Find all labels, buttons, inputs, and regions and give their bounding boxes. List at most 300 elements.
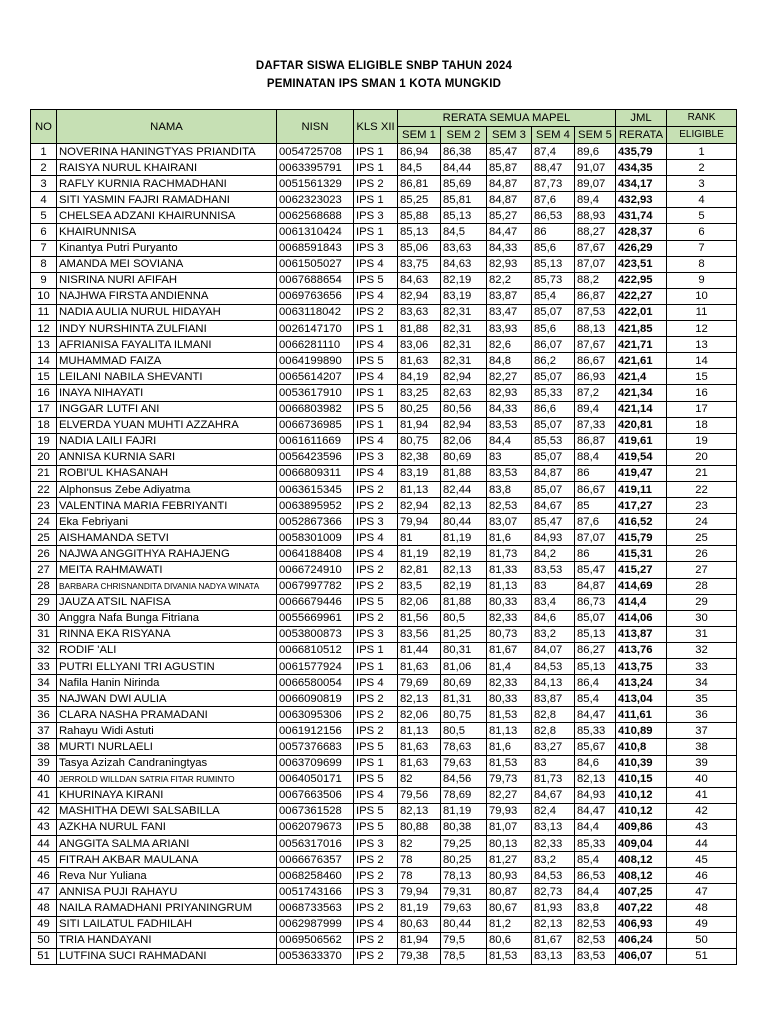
row-no: 31 [31,626,57,642]
table-row [31,514,737,530]
sem5-avg: 88,13 [575,321,616,337]
rank-eligible: 3 [667,176,737,192]
row-no: 3 [31,176,57,192]
sem1-avg: 83,25 [398,385,441,401]
sem1-avg: 82,94 [398,288,441,304]
sem3-avg: 84,33 [487,401,532,417]
rank-eligible: 10 [667,288,737,304]
rank-eligible: 9 [667,272,737,288]
sem3-avg: 81,4 [487,659,532,675]
rank-eligible: 24 [667,514,737,530]
document-title: DAFTAR SISWA ELIGIBLE SNBP TAHUN 2024 [255,60,513,72]
sem1-avg: 79,69 [398,675,441,691]
sem1-avg: 78 [398,868,441,884]
sem2-avg: 82,06 [441,433,487,449]
sem2-avg: 83,63 [441,240,487,256]
total-avg: 406,24 [616,932,667,948]
sem2-avg: 81,88 [441,594,487,610]
sem1-avg: 81,63 [398,755,441,771]
class: IPS 2 [354,900,398,916]
nisn: 0068591843 [277,240,354,256]
student-name: JAUZA ATSIL NAFISA [57,594,277,610]
total-avg: 415,27 [616,562,667,578]
sem2-avg: 84,5 [441,224,487,240]
rank-eligible: 49 [667,916,737,932]
sem5-avg: 86,67 [575,353,616,369]
rank-eligible: 21 [667,465,737,481]
class: IPS 3 [354,884,398,900]
sem2-avg: 78,63 [441,739,487,755]
sem4-avg: 85,07 [532,481,575,497]
nisn: 0067663506 [277,787,354,803]
student-name: NOVERINA HANINGTYAS PRIANDITA [57,144,277,160]
sem2-avg: 80,38 [441,819,487,835]
sem2-avg: 80,44 [441,514,487,530]
sem2-avg: 80,25 [441,852,487,868]
student-name: AZKHA NURUL FANI [57,819,277,835]
total-avg: 409,86 [616,819,667,835]
table-row [31,433,737,449]
sem1-avg: 83,06 [398,337,441,353]
total-avg: 419,47 [616,465,667,481]
sem3-avg: 81,13 [487,578,532,594]
sem4-avg: 83,2 [532,626,575,642]
class: IPS 3 [354,208,398,224]
sem1-avg: 78 [398,852,441,868]
sem2-avg: 82,31 [441,353,487,369]
sem4-avg: 86,07 [532,337,575,353]
total-avg: 420,81 [616,417,667,433]
sem5-avg: 83,8 [575,900,616,916]
row-no: 11 [31,304,57,320]
nisn: 0062568688 [277,208,354,224]
row-no: 26 [31,546,57,562]
table-row [31,836,737,852]
rank-eligible: 46 [667,868,737,884]
rank-eligible: 34 [667,675,737,691]
sem1-avg: 85,06 [398,240,441,256]
sem4-avg: 85,07 [532,417,575,433]
sem2-avg: 82,44 [441,481,487,497]
sem3-avg: 81,53 [487,707,532,723]
class: IPS 3 [354,449,398,465]
sem2-avg: 81,19 [441,530,487,546]
sem2-avg: 80,31 [441,642,487,658]
sem5-avg: 86,67 [575,481,616,497]
nisn: 0063118042 [277,304,354,320]
sem1-avg: 79,56 [398,787,441,803]
sem5-avg: 85 [575,498,616,514]
sem2-avg: 81,06 [441,659,487,675]
header-sem5: SEM 5 [575,127,616,144]
nisn: 0061611669 [277,433,354,449]
class: IPS 3 [354,836,398,852]
table-row [31,916,737,932]
rank-eligible: 5 [667,208,737,224]
sem1-avg: 80,88 [398,819,441,835]
student-name: KHURINAYA KIRANI [57,787,277,803]
header-jml-rerata: RERATA [616,127,667,144]
sem1-avg: 79,38 [398,948,441,964]
student-name: ROBI'UL KHASANAH [57,465,277,481]
row-no: 4 [31,192,57,208]
nisn: 0051743166 [277,884,354,900]
student-name: ELVERDA YUAN MUHTI AZZAHRA [57,417,277,433]
rank-eligible: 2 [667,160,737,176]
sem5-avg: 88,2 [575,272,616,288]
total-avg: 410,39 [616,755,667,771]
class: IPS 5 [354,771,398,787]
sem3-avg: 85,47 [487,144,532,160]
student-name: ANNISA PUJI RAHAYU [57,884,277,900]
sem1-avg: 83,5 [398,578,441,594]
sem1-avg: 83,19 [398,465,441,481]
sem4-avg: 81,93 [532,900,575,916]
rank-eligible: 25 [667,530,737,546]
sem4-avg: 87,6 [532,192,575,208]
sem1-avg: 81,88 [398,321,441,337]
total-avg: 419,61 [616,433,667,449]
sem1-avg: 84,19 [398,369,441,385]
total-avg: 406,07 [616,948,667,964]
sem1-avg: 81,44 [398,642,441,658]
table-row [31,160,737,176]
sem4-avg: 85,47 [532,514,575,530]
sem5-avg: 88,4 [575,449,616,465]
sem2-avg: 83,19 [441,288,487,304]
table-row [31,337,737,353]
sem4-avg: 85,6 [532,321,575,337]
sem5-avg: 86,73 [575,594,616,610]
sem2-avg: 82,19 [441,546,487,562]
sem1-avg: 82,38 [398,449,441,465]
rank-eligible: 43 [667,819,737,835]
sem3-avg: 84,8 [487,353,532,369]
student-name: ANGGITA SALMA ARIANI [57,836,277,852]
sem2-avg: 79,25 [441,836,487,852]
sem4-avg: 84,6 [532,610,575,626]
rank-eligible: 32 [667,642,737,658]
nisn: 0064199890 [277,353,354,369]
rank-eligible: 12 [667,321,737,337]
row-no: 29 [31,594,57,610]
rank-eligible: 35 [667,691,737,707]
sem4-avg: 85,33 [532,385,575,401]
sem5-avg: 87,07 [575,530,616,546]
table-row [31,562,737,578]
student-name: BARBARA CHRISNANDITA DIVANIA NADYA WINATA [57,578,277,594]
nisn: 0053800873 [277,626,354,642]
sem5-avg: 87,2 [575,385,616,401]
sem2-avg: 82,31 [441,337,487,353]
sem5-avg: 84,47 [575,707,616,723]
sem3-avg: 79,93 [487,803,532,819]
sem4-avg: 84,93 [532,530,575,546]
table-row [31,546,737,562]
nisn: 0066724910 [277,562,354,578]
rank-eligible: 17 [667,401,737,417]
row-no: 40 [31,771,57,787]
row-no: 36 [31,707,57,723]
sem5-avg: 85,13 [575,626,616,642]
total-avg: 421,34 [616,385,667,401]
rank-eligible: 48 [667,900,737,916]
class: IPS 1 [354,755,398,771]
student-name: RAISYA NURUL KHAIRANI [57,160,277,176]
sem1-avg: 85,25 [398,192,441,208]
header-rerata-semua-mapel: RERATA SEMUA MAPEL [398,110,616,127]
student-name: PUTRI ELLYANI TRI AGUSTIN [57,659,277,675]
sem2-avg: 79,31 [441,884,487,900]
eligible-students-table [30,109,737,965]
sem5-avg: 85,67 [575,739,616,755]
total-avg: 410,12 [616,803,667,819]
class: IPS 5 [354,353,398,369]
sem2-avg: 80,44 [441,916,487,932]
class: IPS 1 [354,224,398,240]
row-no: 22 [31,481,57,497]
sem1-avg: 81,56 [398,610,441,626]
sem2-avg: 78,5 [441,948,487,964]
student-name: MEITA RAHMAWATI [57,562,277,578]
nisn: 0053617910 [277,385,354,401]
table-row [31,530,737,546]
table-row [31,224,737,240]
class: IPS 2 [354,610,398,626]
table-row [31,642,737,658]
sem1-avg: 85,13 [398,224,441,240]
header-no: NO [31,110,57,144]
rank-eligible: 30 [667,610,737,626]
table-row [31,932,737,948]
student-name: NAJWA ANGGITHYA RAHAJENG [57,546,277,562]
sem3-avg: 84,47 [487,224,532,240]
rank-eligible: 27 [667,562,737,578]
row-no: 32 [31,642,57,658]
total-avg: 416,52 [616,514,667,530]
student-name: MASHITHA DEWI SALSABILLA [57,803,277,819]
table-row [31,288,737,304]
total-avg: 434,17 [616,176,667,192]
table-row [31,304,737,320]
row-no: 30 [31,610,57,626]
total-avg: 410,15 [616,771,667,787]
header-rank-eligible: ELIGIBLE [667,127,737,144]
sem4-avg: 86,6 [532,401,575,417]
total-avg: 421,85 [616,321,667,337]
document-subtitle: PEMINATAN IPS SMAN 1 KOTA MUNGKID [266,78,502,90]
nisn: 0068258460 [277,868,354,884]
nisn: 0052867366 [277,514,354,530]
class: IPS 1 [354,417,398,433]
sem2-avg: 80,69 [441,675,487,691]
sem4-avg: 82,8 [532,723,575,739]
nisn: 0062323023 [277,192,354,208]
total-avg: 410,89 [616,723,667,739]
student-name: INGGAR LUTFI ANI [57,401,277,417]
sem4-avg: 83 [532,755,575,771]
class: IPS 4 [354,546,398,562]
table-row [31,465,737,481]
sem4-avg: 83,27 [532,739,575,755]
rank-eligible: 47 [667,884,737,900]
sem4-avg: 84,2 [532,546,575,562]
table-row [31,723,737,739]
header-nisn: NISN [277,110,354,144]
sem3-avg: 81,07 [487,819,532,835]
nisn: 0069506562 [277,932,354,948]
sem5-avg: 89,07 [575,176,616,192]
table-row [31,321,737,337]
sem2-avg: 78,13 [441,868,487,884]
sem4-avg: 81,73 [532,771,575,787]
sem3-avg: 82,27 [487,369,532,385]
row-no: 9 [31,272,57,288]
table-row [31,272,737,288]
class: IPS 2 [354,176,398,192]
row-no: 13 [31,337,57,353]
sem3-avg: 80,73 [487,626,532,642]
sem1-avg: 82 [398,836,441,852]
sem1-avg: 81,19 [398,546,441,562]
sem3-avg: 81,13 [487,723,532,739]
sem2-avg: 86,38 [441,144,487,160]
row-no: 8 [31,256,57,272]
rank-eligible: 4 [667,192,737,208]
sem1-avg: 83,75 [398,256,441,272]
nisn: 0065614207 [277,369,354,385]
total-avg: 421,4 [616,369,667,385]
row-no: 7 [31,240,57,256]
sem5-avg: 91,07 [575,160,616,176]
class: IPS 1 [354,385,398,401]
sem4-avg: 84,13 [532,675,575,691]
sem2-avg: 84,44 [441,160,487,176]
table-row [31,417,737,433]
table-row [31,948,737,964]
sem4-avg: 83,87 [532,691,575,707]
nisn: 0063895952 [277,498,354,514]
sem4-avg: 83,13 [532,948,575,964]
total-avg: 410,8 [616,739,667,755]
rank-eligible: 38 [667,739,737,755]
sem1-avg: 81,63 [398,659,441,675]
sem1-avg: 81 [398,530,441,546]
sem3-avg: 82,2 [487,272,532,288]
student-name: NAJWAN DWI AULIA [57,691,277,707]
total-avg: 413,87 [616,626,667,642]
row-no: 19 [31,433,57,449]
sem4-avg: 88,47 [532,160,575,176]
header-kelas: KLS XII [354,110,398,144]
rank-eligible: 8 [667,256,737,272]
rank-eligible: 18 [667,417,737,433]
row-no: 2 [31,160,57,176]
sem4-avg: 86,2 [532,353,575,369]
sem4-avg: 83,2 [532,852,575,868]
sem2-avg: 80,69 [441,449,487,465]
sem3-avg: 81,27 [487,852,532,868]
total-avg: 435,79 [616,144,667,160]
sem3-avg: 81,2 [487,916,532,932]
sem3-avg: 82,33 [487,610,532,626]
sem1-avg: 86,94 [398,144,441,160]
table-row [31,176,737,192]
sem3-avg: 83,87 [487,288,532,304]
row-no: 15 [31,369,57,385]
rank-eligible: 16 [667,385,737,401]
total-avg: 407,22 [616,900,667,916]
sem4-avg: 85,53 [532,433,575,449]
row-no: 24 [31,514,57,530]
rank-eligible: 40 [667,771,737,787]
student-name: AISHAMANDA SETVI [57,530,277,546]
student-name: INAYA NIHAYATI [57,385,277,401]
sem5-avg: 82,53 [575,932,616,948]
rank-eligible: 36 [667,707,737,723]
row-no: 1 [31,144,57,160]
nisn: 0026147170 [277,321,354,337]
sem4-avg: 82,73 [532,884,575,900]
sem5-avg: 87,33 [575,417,616,433]
row-no: 18 [31,417,57,433]
header-jml: JML [616,110,667,127]
table-row [31,868,737,884]
sem3-avg: 81,6 [487,739,532,755]
sem2-avg: 80,5 [441,723,487,739]
sem2-avg: 81,31 [441,691,487,707]
sem5-avg: 85,13 [575,659,616,675]
sem2-avg: 82,19 [441,272,487,288]
class: IPS 5 [354,739,398,755]
nisn: 0063395791 [277,160,354,176]
total-avg: 422,27 [616,288,667,304]
row-no: 43 [31,819,57,835]
sem1-avg: 83,56 [398,626,441,642]
sem1-avg: 80,63 [398,916,441,932]
sem1-avg: 81,13 [398,481,441,497]
student-name: RODIF 'ALI [57,642,277,658]
row-no: 51 [31,948,57,964]
row-no: 35 [31,691,57,707]
class: IPS 4 [354,288,398,304]
sem5-avg: 89,4 [575,192,616,208]
total-avg: 413,75 [616,659,667,675]
sem1-avg: 81,13 [398,723,441,739]
sem2-avg: 82,94 [441,417,487,433]
sem5-avg: 82,13 [575,771,616,787]
sem4-avg: 84,07 [532,642,575,658]
sem2-avg: 82,31 [441,304,487,320]
sem3-avg: 80,87 [487,884,532,900]
sem3-avg: 81,73 [487,546,532,562]
sem1-avg: 80,75 [398,433,441,449]
row-no: 50 [31,932,57,948]
row-no: 27 [31,562,57,578]
sem2-avg: 85,13 [441,208,487,224]
class: IPS 5 [354,401,398,417]
total-avg: 421,14 [616,401,667,417]
nisn: 0066736985 [277,417,354,433]
sem5-avg: 86,27 [575,642,616,658]
row-no: 28 [31,578,57,594]
rank-eligible: 26 [667,546,737,562]
total-avg: 421,61 [616,353,667,369]
sem2-avg: 81,25 [441,626,487,642]
row-no: 38 [31,739,57,755]
sem4-avg: 83,4 [532,594,575,610]
sem1-avg: 82 [398,771,441,787]
